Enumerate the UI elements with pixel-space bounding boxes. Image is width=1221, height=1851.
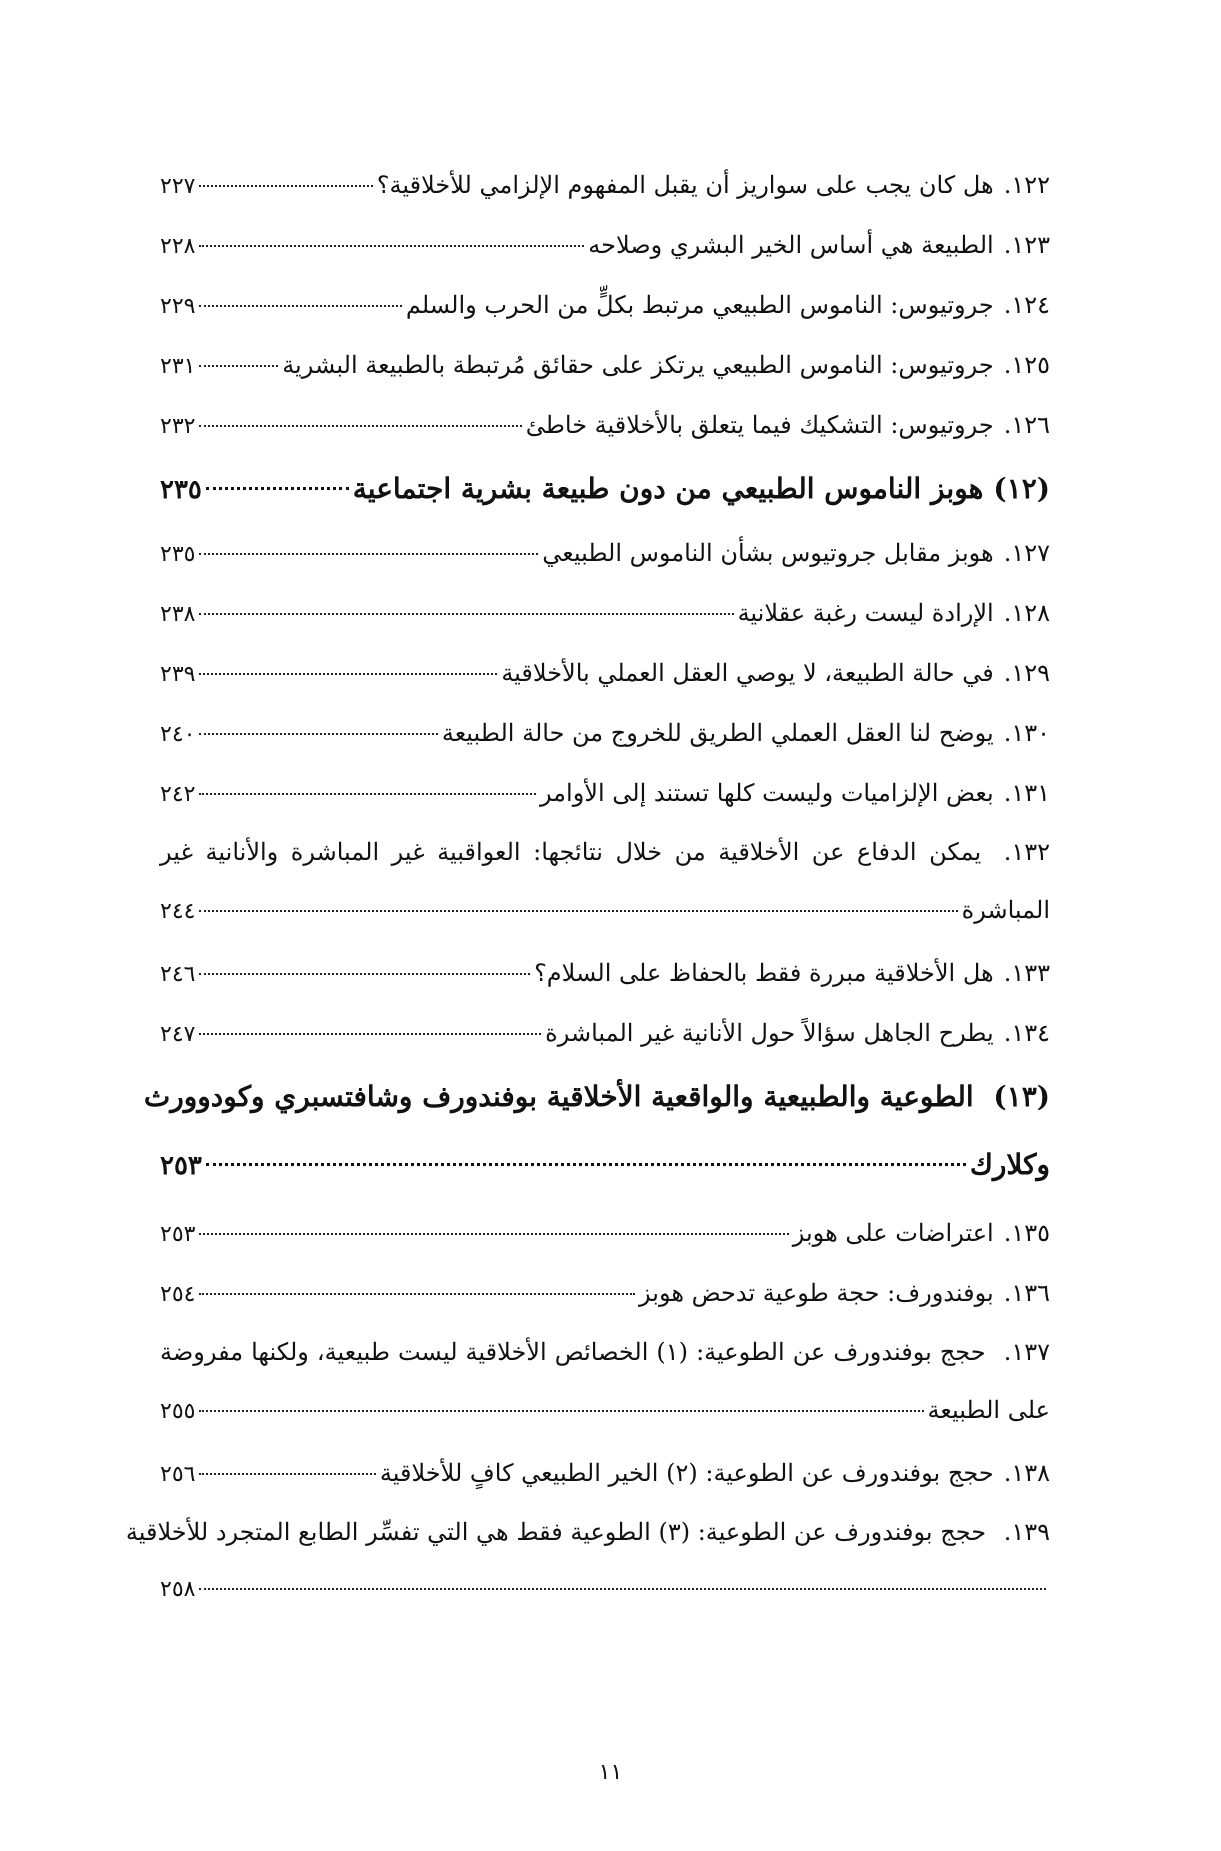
dot-leader [199, 305, 401, 307]
entry-title: الإرادة ليست رغبة عقلانية [737, 599, 994, 627]
entry-page: ٢٤٧ [160, 1022, 196, 1047]
entry-page: ٢٥٤ [160, 1282, 196, 1307]
chapter-heading [143, 1063, 1050, 1203]
entry-page: ٢٣١ [160, 354, 196, 379]
entry-title: يطرح الجاهل سؤالاً حول الأنانية غير المباشرة [545, 1019, 994, 1047]
toc-entry [160, 395, 1050, 455]
entry-title-line2: على الطبيعة [927, 1396, 1050, 1424]
chapter-number: (١٢) [993, 472, 1050, 505]
entry-page: ٢٣٩ [160, 662, 196, 687]
entry-page: ٢٥٦ [160, 1462, 196, 1487]
toc-entry [160, 1323, 1050, 1443]
entry-number: ١٢٣. [1003, 231, 1050, 259]
toc-entry [160, 1203, 1050, 1263]
entry-number: ١٣٧. [1003, 1338, 1050, 1366]
entry-title: في حالة الطبيعة، لا يوصي العقل العملي بالأخلاقية [501, 659, 994, 687]
entry-number: ١٣٤. [1003, 1019, 1050, 1047]
dot-leader [199, 185, 372, 187]
entry-title: اعتراضات على هوبز [792, 1219, 994, 1247]
toc-entry [160, 1443, 1050, 1503]
entry-number: ١٢٢. [1003, 171, 1050, 199]
dot-leader [199, 425, 521, 427]
entry-page: ٢٣٥ [160, 542, 196, 567]
entry-title: بعض الإلزاميات وليست كلها تستند إلى الأوامر [539, 779, 994, 807]
toc-entry [160, 823, 1050, 943]
entry-title: حجج بوفندورف عن الطوعية: (٢) الخير الطبيعي كافٍ للأخلاقية [379, 1459, 994, 1487]
entry-number: ١٢٧. [1003, 539, 1050, 567]
dot-leader [199, 1293, 635, 1295]
dot-leader [199, 910, 957, 912]
chapter-heading [160, 455, 1050, 523]
entry-page: ٢٣٢ [160, 414, 196, 439]
toc-entry [125, 1503, 1050, 1623]
entry-number: ١٢٦. [1003, 411, 1050, 439]
chapter-title-line1: الطوعية والطبيعية والواقعية الأخلاقية بوفندورف وشافتسبري وكودوورث [143, 1080, 974, 1113]
entry-number: ١٣٨. [1003, 1459, 1050, 1487]
toc-entry [160, 155, 1050, 215]
chapter-page: ٢٥٣ [160, 1151, 202, 1181]
toc-entry [160, 335, 1050, 395]
chapter-title: هوبز الناموس الطبيعي من دون طبيعة بشرية اجتماعية [352, 472, 984, 505]
chapter-number: (١٣) [993, 1080, 1050, 1113]
entry-number: ١٣٩. [1003, 1518, 1050, 1546]
entry-page: ٢٢٨ [160, 234, 196, 259]
entry-page: ٢٤٢ [160, 782, 196, 807]
entry-page: ٢٢٧ [160, 174, 196, 199]
toc-entry [160, 1263, 1050, 1323]
chapter-page: ٢٣٥ [160, 475, 202, 505]
dot-leader [199, 1588, 1046, 1590]
entry-page: ٢٥٣ [160, 1222, 196, 1247]
entry-title: هوبز مقابل جروتيوس بشأن الناموس الطبيعي [542, 539, 994, 567]
toc-entry [160, 275, 1050, 335]
toc-entry [160, 1003, 1050, 1063]
toc-entry [160, 943, 1050, 1003]
entry-title: هل الأخلاقية مبررة فقط بالحفاظ على السلام؟ [534, 959, 994, 987]
dot-leader [199, 793, 535, 795]
entry-number: ١٣٢. [1003, 838, 1050, 866]
entry-number: ١٢٥. [1003, 351, 1050, 379]
entry-number: ١٣٦. [1003, 1279, 1050, 1307]
entry-page: ٢٥٨ [160, 1577, 196, 1602]
toc-entry [160, 643, 1050, 703]
toc-entry [160, 763, 1050, 823]
entry-title: جروتيوس: الناموس الطبيعي مرتبط بكلٍّ من الحرب والسلم [405, 291, 994, 319]
entry-page: ٢٣٨ [160, 602, 196, 627]
entry-title-line2: المباشرة [961, 896, 1050, 924]
dot-leader [199, 1233, 788, 1235]
entry-number: ١٢٩. [1003, 659, 1050, 687]
table-of-contents [125, 155, 1050, 1623]
entry-page: ٢٤٠ [160, 722, 196, 747]
entry-number: ١٣١. [1003, 779, 1050, 807]
entry-title: هل كان يجب على سواريز أن يقبل المفهوم الإلزامي للأخلاقية؟ [376, 171, 994, 199]
entry-page: ٢٢٩ [160, 294, 196, 319]
entry-number: ١٢٤. [1003, 291, 1050, 319]
entry-number: ١٣٣. [1003, 959, 1050, 987]
page-number: ١١ [598, 1760, 623, 1785]
entry-number: ١٢٨. [1003, 599, 1050, 627]
entry-page: ٢٤٤ [160, 899, 196, 924]
toc-entry [160, 523, 1050, 583]
entry-number: ١٣٠. [1003, 719, 1050, 747]
entry-title-line1: يمكن الدفاع عن الأخلاقية من خلال نتائجها: العواقبية غير المباشرة والأنانية غير [160, 838, 982, 866]
dot-leader [199, 973, 530, 975]
entry-title-line1: حجج بوفندورف عن الطوعية: (١) الخصائص الأخلاقية ليست طبيعية، ولكنها مفروضة [160, 1338, 986, 1366]
entry-title: جروتيوس: الناموس الطبيعي يرتكز على حقائق مُرتبطة بالطبيعة البشرية [282, 351, 994, 379]
dot-leader [199, 733, 437, 735]
entry-page: ٢٥٥ [160, 1399, 196, 1424]
entry-number: ١٣٥. [1003, 1219, 1050, 1247]
entry-title: الطبيعة هي أساس الخير البشري وصلاحه [588, 231, 994, 259]
dot-leader [199, 245, 584, 247]
dot-leader [199, 1033, 541, 1035]
entry-title: يوضح لنا العقل العملي الطريق للخروج من حالة الطبيعة [441, 719, 994, 747]
entry-title: جروتيوس: التشكيك فيما يتعلق بالأخلاقية خاطئ [525, 411, 994, 439]
entry-title: بوفندورف: حجة طوعية تدحض هوبز [639, 1279, 994, 1307]
entry-title-line1: حجج بوفندورف عن الطوعية: (٣) الطوعية فقط هي التي تفسِّر الطابع المتجرد للأخلاقية [125, 1518, 987, 1546]
dot-leader [206, 1163, 966, 1166]
dot-leader [199, 1473, 375, 1475]
dot-leader [199, 1410, 923, 1412]
entry-page: ٢٤٦ [160, 962, 196, 987]
toc-entry [160, 583, 1050, 643]
dot-leader [199, 553, 538, 555]
dot-leader [199, 673, 497, 675]
dot-leader [199, 613, 733, 615]
dot-leader [206, 487, 349, 490]
toc-entry [160, 215, 1050, 275]
chapter-title-line2: وكلارك [969, 1148, 1050, 1181]
dot-leader [199, 365, 278, 367]
toc-entry [160, 703, 1050, 763]
